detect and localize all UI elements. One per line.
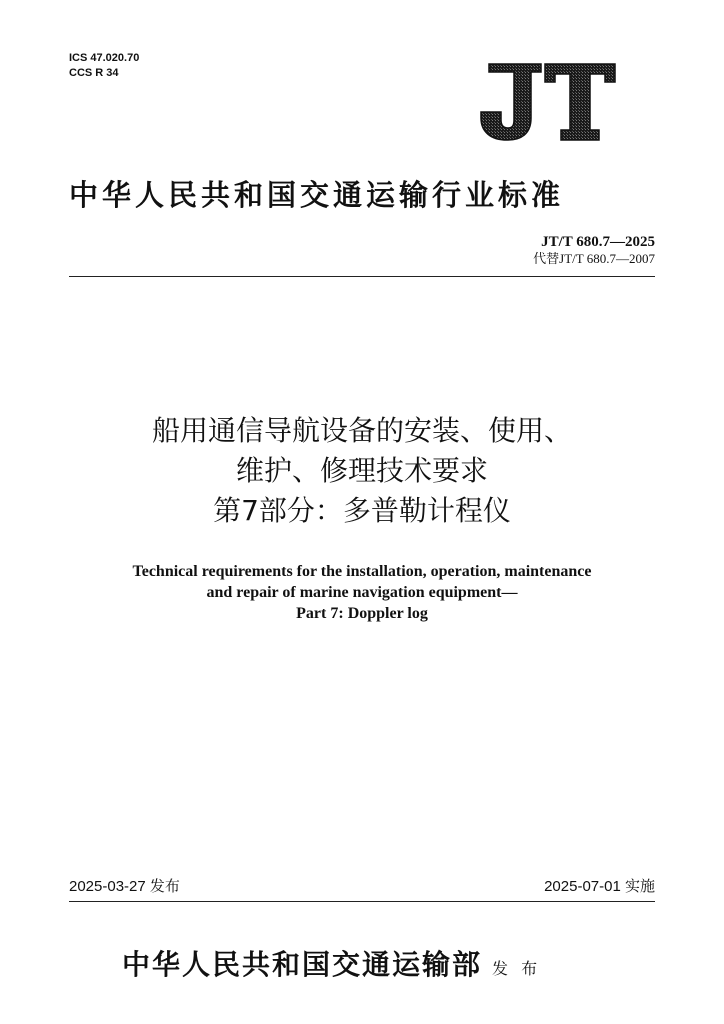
english-title-line: and repair of marine navigation equipment— <box>206 584 518 601</box>
standard-category-title: 中华人民共和国交通运输行业标准 <box>69 178 565 212</box>
chinese-title <box>0 411 724 531</box>
jt-logo-graphic <box>477 60 617 142</box>
publisher-name: 中华人民共和国交通运输部 <box>122 948 483 981</box>
standard-number: JT/T 680.7—2025 <box>541 234 655 250</box>
classification-codes <box>69 51 139 81</box>
publisher-suffix: 发 布 <box>492 959 542 978</box>
issue-date: 2025-03-27 发布 <box>69 878 180 895</box>
english-title-line: Technical requirements for the installation, operation, maintenance <box>132 563 592 580</box>
english-title-line: Part 7: Doppler log <box>296 605 428 622</box>
standard-number-block <box>533 233 655 267</box>
ccs-code: CCS R 34 <box>69 67 119 79</box>
english-title <box>0 561 724 624</box>
chinese-title-line: 船用通信导航设备的安装、使用、 <box>151 414 572 447</box>
ics-code: ICS 47.020.70 <box>69 52 140 64</box>
jt-logo <box>477 60 617 142</box>
replaces-standard: 代替JT/T 680.7—2007 <box>533 251 655 266</box>
publisher <box>122 943 541 983</box>
chinese-title-line: 第7部分：多普勒计程仪 <box>213 494 511 527</box>
effective-date: 2025-07-01 实施 <box>544 878 655 895</box>
bottom-divider <box>69 901 655 902</box>
top-divider <box>69 276 655 277</box>
chinese-title-line: 维护、修理技术要求 <box>235 454 488 487</box>
